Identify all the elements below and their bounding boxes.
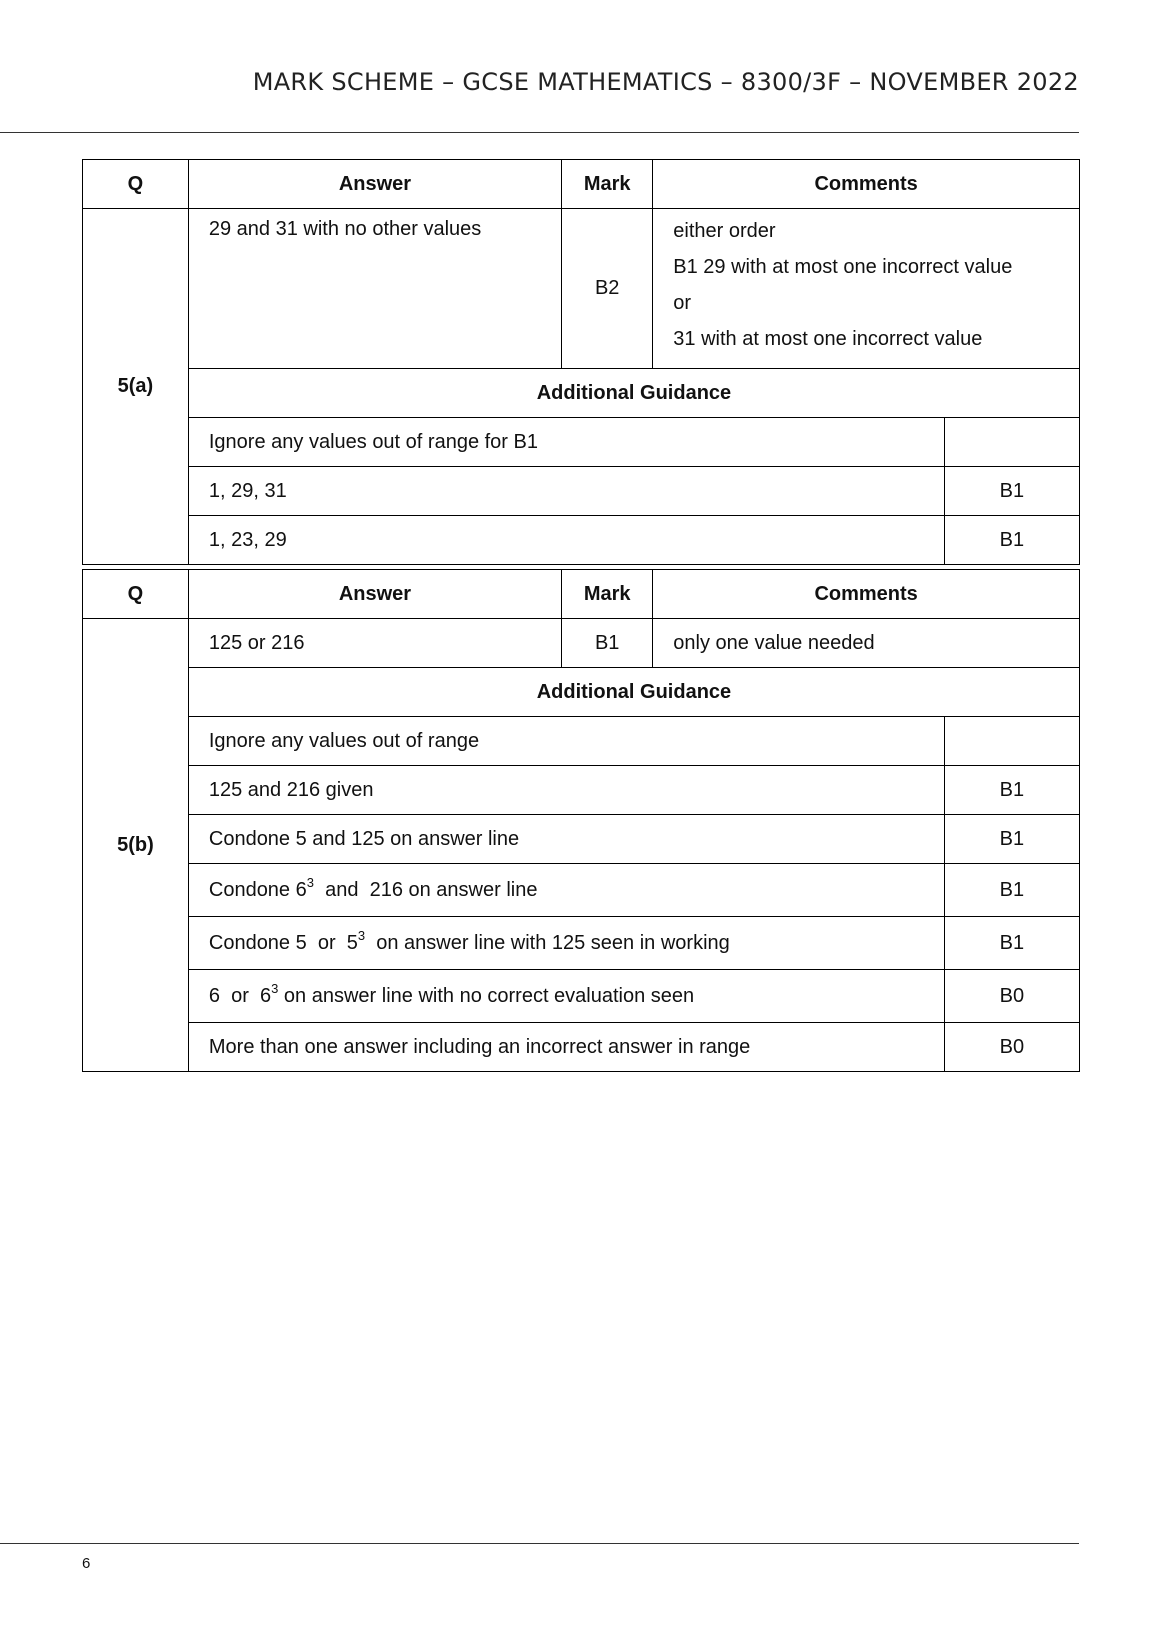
comments-cell: only one value needed xyxy=(653,619,1080,668)
superscript: 3 xyxy=(271,980,279,996)
guidance-text-post: on answer line with 125 seen in working xyxy=(365,931,730,954)
comment-line: either order xyxy=(673,220,776,242)
guidance-text: Condone 5 and 125 on answer line xyxy=(188,815,944,864)
guidance-mark: B1 xyxy=(944,917,1079,970)
guidance-row xyxy=(83,516,1080,565)
guidance-row xyxy=(83,467,1080,516)
guidance-header-row xyxy=(83,369,1080,418)
guidance-row xyxy=(83,917,1080,970)
col-header-q: Q xyxy=(83,160,189,209)
question-label: 5(b) xyxy=(83,619,189,1072)
guidance-mark: B1 xyxy=(944,516,1079,565)
guidance-text-post: on answer line with no correct evaluation seen xyxy=(278,984,695,1007)
answer-row xyxy=(83,619,1080,668)
guidance-row xyxy=(83,970,1080,1023)
guidance-row xyxy=(83,815,1080,864)
answer-row xyxy=(83,209,1080,369)
guidance-mark: B1 xyxy=(944,815,1079,864)
guidance-row xyxy=(83,1023,1080,1072)
guidance-text-pre: 6 or 6 xyxy=(208,984,272,1007)
page-number: 6 xyxy=(82,1555,91,1572)
superscript: 3 xyxy=(357,927,366,943)
guidance-text-post: and 216 on answer line xyxy=(313,878,538,901)
guidance-mark: B1 xyxy=(944,766,1079,815)
guidance-row xyxy=(83,717,1080,766)
mark-cell: B2 xyxy=(562,209,653,369)
guidance-text: 1, 29, 31 xyxy=(188,467,944,516)
guidance-mark xyxy=(944,717,1079,766)
guidance-row xyxy=(83,766,1080,815)
header-rule xyxy=(0,132,1079,133)
guidance-mark: B0 xyxy=(944,1023,1079,1072)
guidance-text: Ignore any values out of range for B1 xyxy=(188,418,944,467)
guidance-header-row xyxy=(83,668,1080,717)
col-header-comments: Comments xyxy=(653,570,1080,619)
guidance-text xyxy=(188,970,944,1023)
mark-scheme-table-5a xyxy=(82,159,1080,565)
guidance-text-pre: Condone 5 or 5 xyxy=(208,931,358,954)
guidance-text xyxy=(188,917,944,970)
comment-line: 31 with at most one incorrect value xyxy=(673,328,983,350)
guidance-mark: B1 xyxy=(944,467,1079,516)
col-header-mark: Mark xyxy=(562,160,653,209)
col-header-q: Q xyxy=(83,570,189,619)
guidance-text xyxy=(188,864,944,917)
guidance-row xyxy=(83,864,1080,917)
guidance-mark: B1 xyxy=(944,864,1079,917)
question-label: 5(a) xyxy=(83,209,189,565)
table-header-row xyxy=(83,160,1080,209)
guidance-text: 1, 23, 29 xyxy=(188,516,944,565)
superscript: 3 xyxy=(306,874,314,890)
table-header-row xyxy=(83,570,1080,619)
guidance-mark xyxy=(944,418,1079,467)
guidance-text: More than one answer including an incorrect answer in range xyxy=(188,1023,944,1072)
answer-cell: 125 or 216 xyxy=(188,619,561,668)
comment-line: or xyxy=(673,292,692,314)
comment-line: B1 29 with at most one incorrect value xyxy=(673,256,1013,278)
guidance-text: Ignore any values out of range xyxy=(188,717,944,766)
col-header-mark: Mark xyxy=(562,570,653,619)
guidance-text: 125 and 216 given xyxy=(188,766,944,815)
additional-guidance-heading: Additional Guidance xyxy=(188,668,1079,717)
mark-cell: B1 xyxy=(562,619,653,668)
additional-guidance-heading: Additional Guidance xyxy=(188,369,1079,418)
col-header-comments: Comments xyxy=(653,160,1080,209)
footer-rule xyxy=(0,1543,1079,1544)
comments-cell xyxy=(653,209,1080,369)
col-header-answer: Answer xyxy=(188,570,561,619)
col-header-answer: Answer xyxy=(188,160,561,209)
answer-cell: 29 and 31 with no other values xyxy=(188,209,561,369)
mark-scheme-table-5b xyxy=(82,569,1080,1072)
page-header-title: MARK SCHEME – GCSE MATHEMATICS – 8300/3F – NOVEMBER 2022 xyxy=(252,68,1079,96)
guidance-text-pre: Condone 6 xyxy=(208,878,307,901)
guidance-mark: B0 xyxy=(944,970,1079,1023)
guidance-row xyxy=(83,418,1080,467)
